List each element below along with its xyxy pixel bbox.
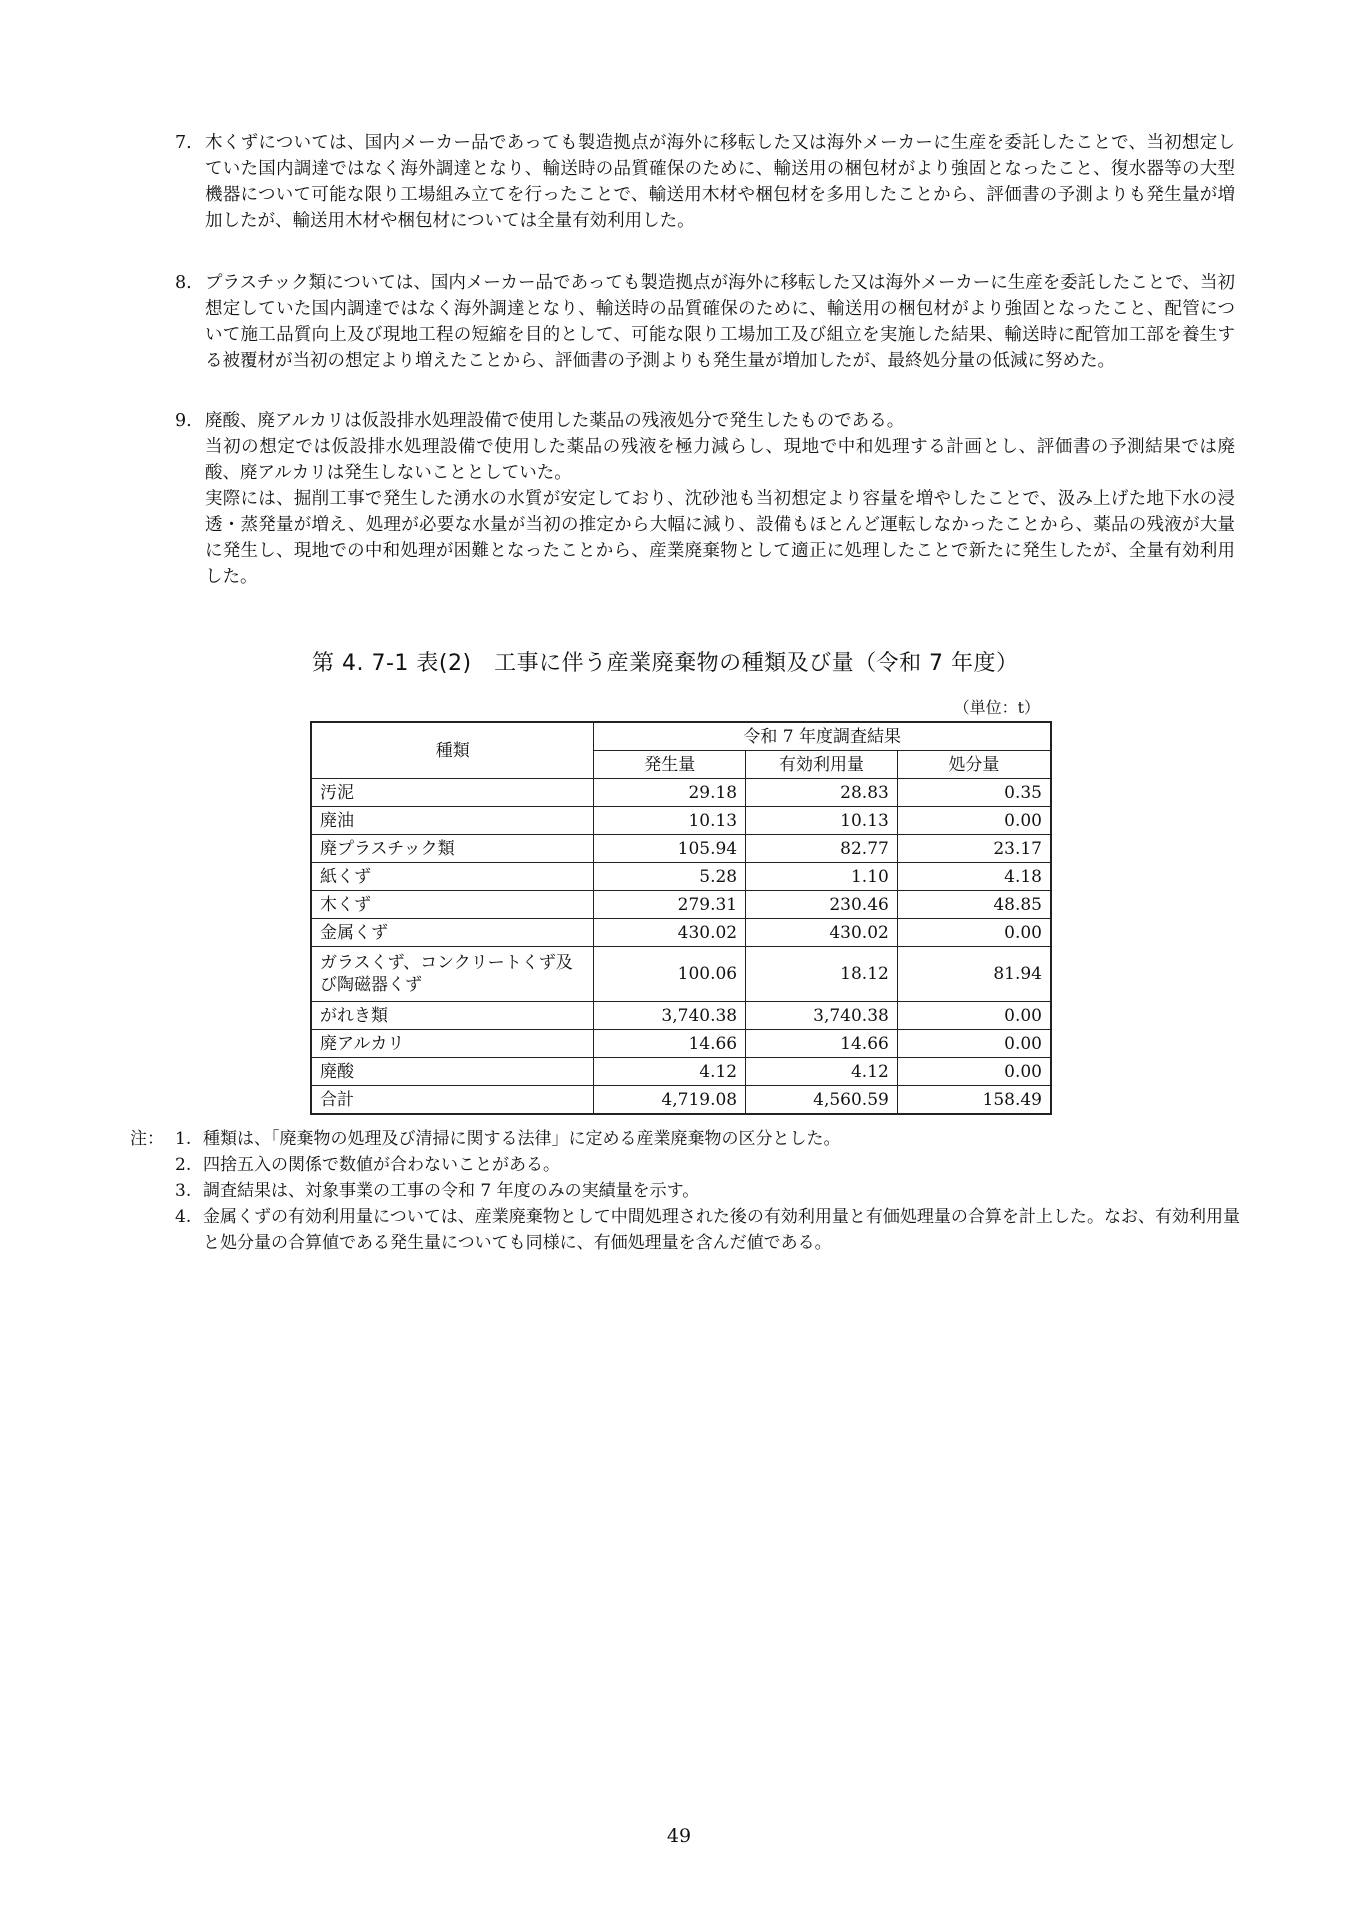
waste-table	[310, 721, 1052, 1115]
cell-generated: 14.66	[594, 1030, 746, 1058]
item-number: 8.	[175, 273, 192, 293]
page-number: 49	[666, 1825, 692, 1847]
cell-generated: 430.02	[594, 919, 746, 947]
cell-kind: 紙くず	[311, 863, 594, 891]
cell-generated: 279.31	[594, 891, 746, 919]
note-item	[130, 1178, 1240, 1204]
cell-disposed: 0.00	[897, 807, 1051, 835]
note-number: 1.	[175, 1129, 192, 1149]
cell-utilized: 1.10	[746, 863, 898, 891]
table-title: 第 4. 7-1 表(2) 工事に伴う産業廃棄物の種類及び量（令和 7 年度）	[312, 651, 1019, 676]
item-text: プラスチック類については、国内メーカー品であっても製造拠点が海外に移転した又は海外メーカーに生産を委託したことで、当初想定していた国内調達ではなく海外調達となり、輸送時の品質確保のために、輸送用の梱包材がより強固となったこと、配管について施工品質向上及び現地工程の短縮を目的として、可能な限り工場加工及び組立を実施した結果、輸送時に配管加工部を養生する被覆材が当初の想定より増えたことから、評価書の予測よりも発生量が増加したが、最終処分量の低減に努めた。	[205, 273, 1235, 371]
cell-kind: 合計	[311, 1086, 594, 1115]
header-group: 令和 7 年度調査結果	[594, 722, 1051, 751]
table-notes	[130, 1126, 1240, 1256]
list-item-7	[175, 130, 1235, 234]
cell-kind: 廃油	[311, 807, 594, 835]
table-row	[311, 807, 1051, 835]
list-item-8	[175, 270, 1235, 374]
header-disposed: 処分量	[897, 751, 1051, 779]
item-paragraph: 廃酸、廃アルカリは仮設排水処理設備で使用した薬品の残液処分で発生したものである。	[205, 411, 905, 431]
cell-kind: 金属くず	[311, 919, 594, 947]
item-text	[205, 408, 1235, 590]
cell-kind: 汚泥	[311, 779, 594, 807]
note-item	[130, 1204, 1240, 1256]
cell-utilized: 3,740.38	[746, 1002, 898, 1030]
cell-utilized: 18.12	[746, 947, 898, 1002]
cell-generated: 105.94	[594, 835, 746, 863]
cell-generated: 29.18	[594, 779, 746, 807]
note-text: 調査結果は、対象事業の工事の令和 7 年度のみの実績量を示す。	[203, 1181, 700, 1201]
note-text: 四捨五入の関係で数値が合わないことがある。	[203, 1155, 560, 1175]
cell-utilized: 230.46	[746, 891, 898, 919]
note-item	[130, 1126, 1240, 1152]
cell-utilized: 28.83	[746, 779, 898, 807]
cell-utilized: 10.13	[746, 807, 898, 835]
cell-disposed: 0.00	[897, 919, 1051, 947]
cell-disposed: 0.00	[897, 1002, 1051, 1030]
cell-generated: 100.06	[594, 947, 746, 1002]
table-row	[311, 1030, 1051, 1058]
list-item-9	[175, 408, 1235, 590]
table-row	[311, 1058, 1051, 1086]
cell-generated: 10.13	[594, 807, 746, 835]
cell-disposed: 158.49	[897, 1086, 1051, 1115]
table-row	[311, 947, 1051, 1002]
item-paragraph: 当初の想定では仮設排水処理設備で使用した薬品の残液を極力減らし、現地で中和処理する計画とし、評価書の予測結果では廃酸、廃アルカリは発生しないこととしていた。	[205, 437, 1235, 483]
cell-generated: 5.28	[594, 863, 746, 891]
cell-utilized: 4,560.59	[746, 1086, 898, 1115]
cell-utilized: 14.66	[746, 1030, 898, 1058]
header-utilized: 有効利用量	[746, 751, 898, 779]
item-paragraph: 実際には、掘削工事で発生した湧水の水質が安定しており、沈砂池も当初想定より容量を増やしたことで、汲み上げた地下水の浸透・蒸発量が増え、処理が必要な水量が当初の推定から大幅に減り、設備もほとんど運転しなかったことから、薬品の残液が大量に発生し、現地での中和処理が困難となったことから、産業廃棄物として適正に処理したことで新たに発生したが、全量有効利用した。	[205, 489, 1235, 587]
cell-kind: ガラスくず、コンクリートくず及び陶磁器くず	[311, 947, 594, 1002]
cell-disposed: 0.00	[897, 1030, 1051, 1058]
cell-kind: 廃酸	[311, 1058, 594, 1086]
cell-disposed: 0.00	[897, 1058, 1051, 1086]
cell-utilized: 82.77	[746, 835, 898, 863]
table-row	[311, 891, 1051, 919]
cell-kind: 木くず	[311, 891, 594, 919]
note-number: 3.	[175, 1181, 192, 1201]
cell-utilized: 4.12	[746, 1058, 898, 1086]
note-text: 金属くずの有効利用量については、産業廃棄物として中間処理された後の有効利用量と有価処理量の合算を計上した。なお、有効利用量と処分量の合算値である発生量についても同様に、有価処理量を含んだ値である。	[203, 1207, 1240, 1253]
cell-generated: 3,740.38	[594, 1002, 746, 1030]
cell-kind: 廃アルカリ	[311, 1030, 594, 1058]
header-kind: 種類	[311, 722, 594, 779]
item-number: 7.	[175, 133, 192, 153]
table-row	[311, 835, 1051, 863]
cell-generated: 4,719.08	[594, 1086, 746, 1115]
table-unit: （単位：t）	[953, 698, 1040, 717]
cell-generated: 4.12	[594, 1058, 746, 1086]
cell-utilized: 430.02	[746, 919, 898, 947]
header-generated: 発生量	[594, 751, 746, 779]
table-row	[311, 1002, 1051, 1030]
item-number: 9.	[175, 411, 192, 431]
cell-disposed: 23.17	[897, 835, 1051, 863]
cell-disposed: 48.85	[897, 891, 1051, 919]
table-row	[311, 863, 1051, 891]
cell-kind: 廃プラスチック類	[311, 835, 594, 863]
table-row	[311, 779, 1051, 807]
table-row-total	[311, 1086, 1051, 1115]
cell-kind: がれき類	[311, 1002, 594, 1030]
cell-disposed: 81.94	[897, 947, 1051, 1002]
note-item	[130, 1152, 1240, 1178]
cell-disposed: 0.35	[897, 779, 1051, 807]
table-row	[311, 919, 1051, 947]
note-text: 種類は、「廃棄物の処理及び清掃に関する法律」に定める産業廃棄物の区分とした。	[203, 1129, 841, 1149]
cell-disposed: 4.18	[897, 863, 1051, 891]
notes-lead: 注：	[130, 1129, 164, 1149]
item-text: 木くずについては、国内メーカー品であっても製造拠点が海外に移転した又は海外メーカーに生産を委託したことで、当初想定していた国内調達ではなく海外調達となり、輸送時の品質確保のために、輸送用の梱包材がより強固となったこと、復水器等の大型機器について可能な限り工場組み立てを行ったことで、輸送用木材や梱包材を多用したことから、評価書の予測よりも発生量が増加したが、輸送用木材や梱包材については全量有効利用した。	[205, 133, 1235, 231]
note-number: 2.	[175, 1155, 192, 1175]
note-number: 4.	[175, 1207, 192, 1227]
